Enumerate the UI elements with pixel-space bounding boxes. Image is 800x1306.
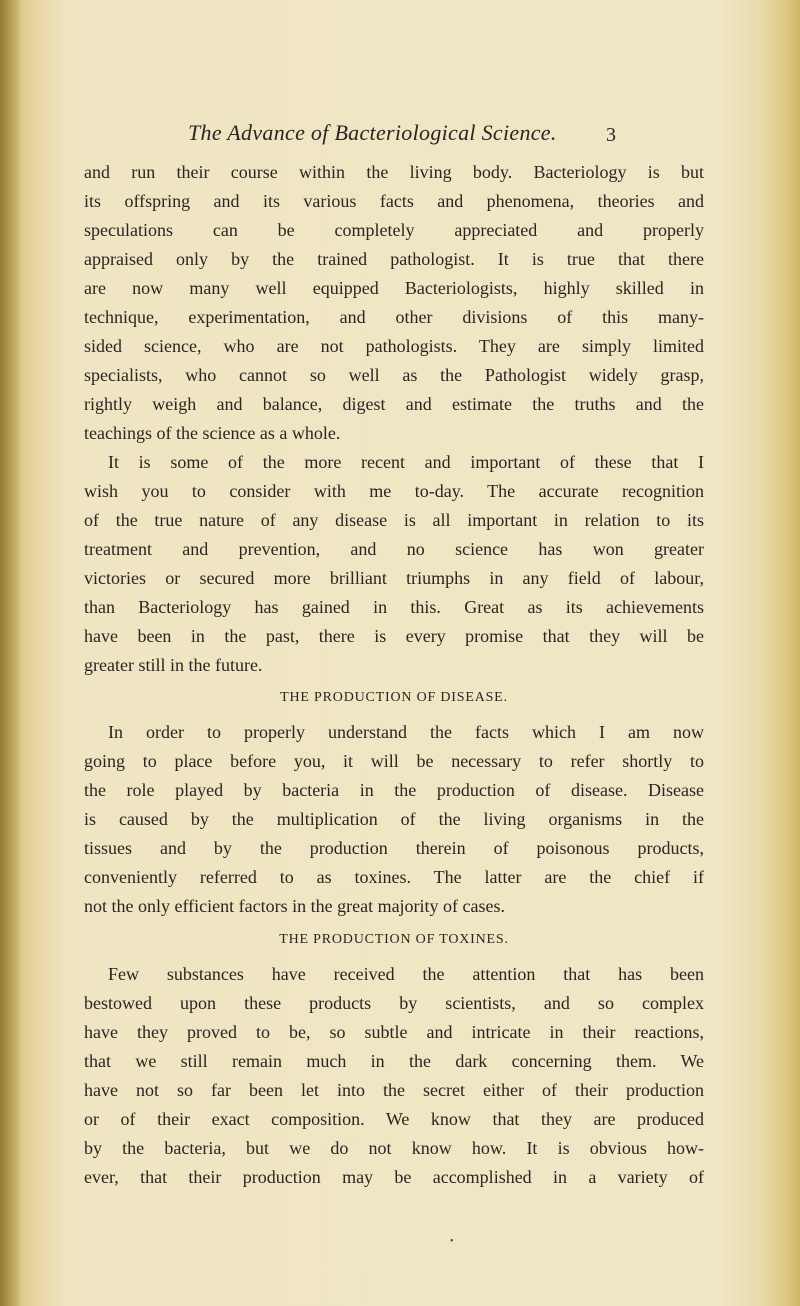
text-line: bestowed upon these products by scientists, and so complex [84, 993, 704, 1013]
text-line: going to place before you, it will be necessary to refer shortly to [84, 751, 704, 771]
text-line: by the bacteria, but we do not know how. It is obvious how- [84, 1138, 704, 1158]
text-line: treatment and prevention, and no science has won greater [84, 539, 704, 559]
text-line: appraised only by the trained pathologist. It is true that there [84, 249, 704, 269]
text-line: are now many well equipped Bacteriologists, highly skilled in [84, 278, 704, 298]
page-number: 3 [606, 124, 616, 146]
text-line: its offspring and its various facts and phenomena, theories and [84, 191, 704, 211]
text-line: technique, experimentation, and other divisions of this many- [84, 307, 704, 327]
text-line: conveniently referred to as toxines. The latter are the chief if [84, 867, 704, 887]
text-line: the role played by bacteria in the production of disease. Disease [84, 780, 704, 800]
text-line: victories or secured more brilliant triumphs in any field of labour, [84, 568, 704, 588]
text-line: tissues and by the production therein of poisonous products, [84, 838, 704, 858]
text-line: ever, that their production may be accomplished in a variety of [84, 1167, 704, 1187]
running-title: The Advance of Bacteriological Science. [188, 120, 557, 145]
page-binding-shadow [0, 0, 22, 1306]
text-line: Few substances have received the attention that has been [108, 964, 704, 984]
text-line: have they proved to be, so subtle and intricate in their reactions, [84, 1022, 704, 1042]
section-heading: THE PRODUCTION OF TOXINES. [279, 932, 509, 947]
text-line: wish you to consider with me to-day. The accurate recognition [84, 481, 704, 501]
text-line: In order to properly understand the facts which I am now [108, 722, 704, 742]
text-line: teachings of the science as a whole. [84, 423, 341, 443]
text-line: have not so far been let into the secret either of their production [84, 1080, 704, 1100]
footer-mark: • [450, 1236, 454, 1247]
text-line: not the only efficient factors in the great majority of cases. [84, 896, 506, 916]
text-line: sided science, who are not pathologists. They are simply limited [84, 336, 704, 356]
text-line: It is some of the more recent and important of these that I [108, 452, 704, 472]
text-line: speculations can be completely appreciated and properly [84, 220, 704, 240]
text-line: of the true nature of any disease is all important in relation to its [84, 510, 704, 530]
text-line: that we still remain much in the dark concerning them. We [84, 1051, 704, 1071]
text-line: rightly weigh and balance, digest and estimate the truths and the [84, 394, 704, 414]
text-line: and run their course within the living body. Bacteriology is but [84, 162, 704, 182]
running-head [188, 120, 628, 150]
text-line: than Bacteriology has gained in this. Great as its achievements [84, 597, 704, 617]
text-line: specialists, who cannot so well as the Pathologist widely grasp, [84, 365, 704, 385]
text-line: have been in the past, there is every promise that they will be [84, 626, 704, 646]
section-heading: THE PRODUCTION OF DISEASE. [280, 690, 508, 705]
text-line: greater still in the future. [84, 655, 263, 675]
text-line: is caused by the multiplication of the living organisms in the [84, 809, 704, 829]
text-line: or of their exact composition. We know that they are produced [84, 1109, 704, 1129]
